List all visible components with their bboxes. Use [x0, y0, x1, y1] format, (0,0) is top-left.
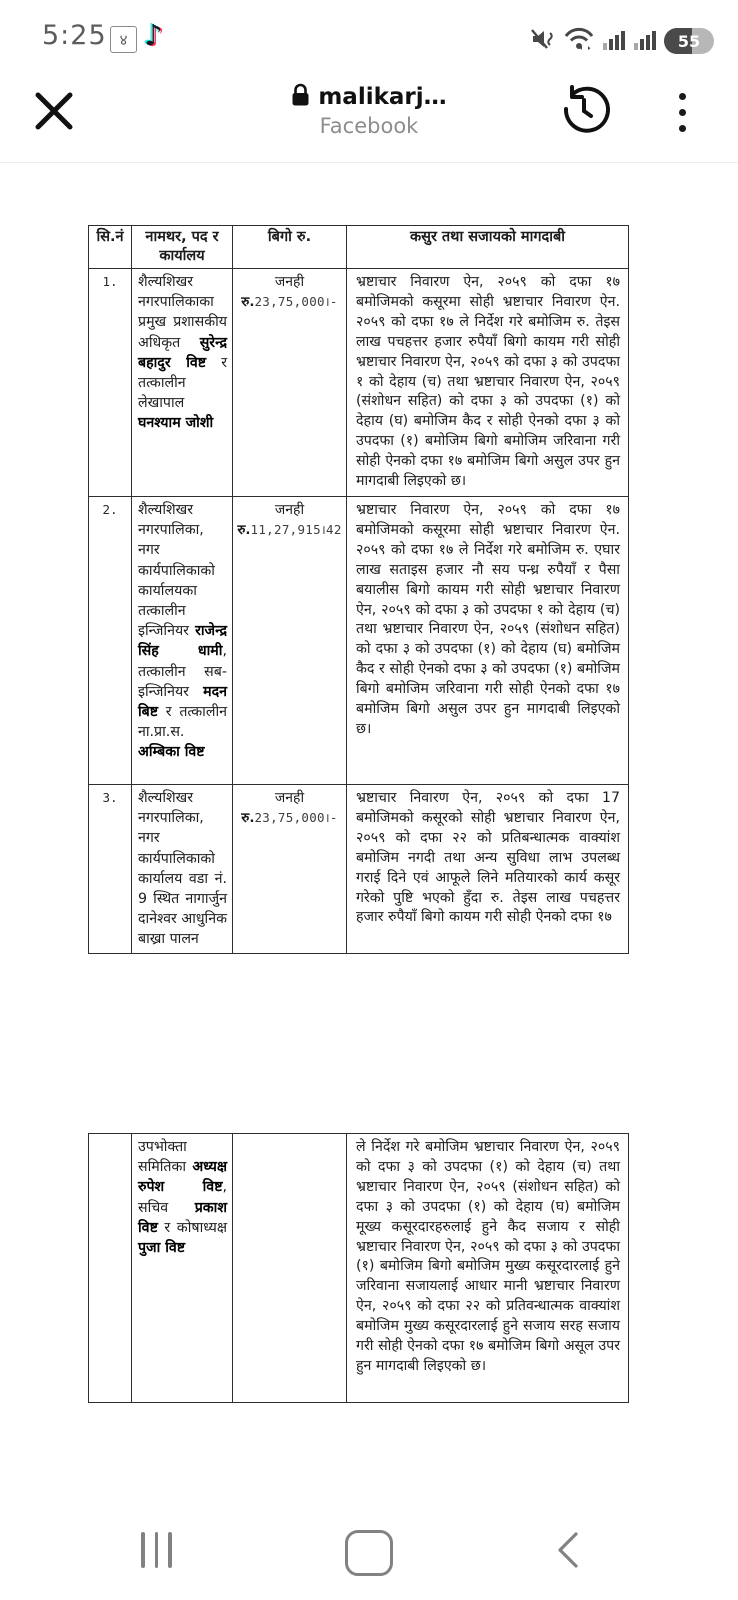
recents-button[interactable] [141, 1532, 185, 1568]
signal-icon [633, 27, 657, 55]
table-row [89, 1134, 629, 1403]
name-post-office-cell: शैल्यशिखर नगरपालिका, नगर कार्यपालिकाको कार्यालयका तत्कालीन इन्जिनियर राजेन्द्र सिंह धामी, तत्कालीन सब-इन्जिनियर मदन बिष्ट र तत्कालीन ना.प्रा.स. अम्बिका विष्ट [132, 496, 233, 784]
charge-demand-cell: भ्रष्टाचार निवारण ऐन, २०५९ को दफा 17 बमोजिमको कसूरको सोही भ्रष्टाचार निवारण ऐन, २०५९ को दफा २२ को प्रतिबन्धात्मक वाक्यांश बमोजिम नगदी तथा अन्य सुविधा लाभ उपलब्ध गराई दिने एवं आफूले लिने मतियारको कार्य कसूर गरेको पुष्टि भएको हुँदा रु. तेइस लाख पचहत्तर हजार रुपैयाँ बिगो कायम गरी सोही ऐनको दफा १७ [347, 784, 629, 953]
serial-cell [89, 1134, 132, 1403]
table-header-row [89, 226, 629, 269]
name-post-office-cell: शैल्यशिखर नगरपालिकाका प्रमुख प्रशासकीय अधिकृत सुरेन्द्र बहादुर विष्ट र तत्कालीन लेखापाल घनश्याम जोशी [132, 269, 233, 497]
case-table-page-1 [88, 225, 629, 954]
dot [679, 125, 686, 132]
serial-cell: 3. [89, 784, 132, 953]
status-bar [0, 0, 738, 75]
page-title: malikarj… [318, 84, 447, 110]
amount-cell [233, 1134, 347, 1403]
name-post-office-cell: उपभोक्ता समितिका अध्यक्ष रुपेश विष्ट, सचिव प्रकाश विष्ट र कोषाध्यक्ष पुजा विष्ट [132, 1134, 233, 1403]
mute-vibrate-icon [530, 26, 556, 56]
charge-demand-cell: भ्रष्टाचार निवारण ऐन, २०५९ को दफा १७ बमोजिमको कसूरमा सोही भ्रष्टाचार निवारण ऐन. २०५९ को दफा १७ ले निर्देश गरे बमोजिम रु. एघार लाख सताइस हजार नौ सय पन्ध्र रुपैयाँ र पैसा बयालीस बिगो कायम गरी सोही भ्रष्टाचार निवारण ऐन, २०५९ को दफा ३ को उपदफा १ को देहाय (च) तथा भ्रष्टाचार निवारण ऐन, २०५९ (संशोधन सहित) को दफा ३ को उपदफा (१) को देहाय (घ) बमोजिम कैद र सोही ऐनको दफा ३ को उपदफा (१) बमोजिम बिगो बमोजिम जरिवाना गरी सोही ऐनको दफा १७ बमोजिम बिगो असुल उपर हुन मागदाबी लिइएको छ। [347, 496, 629, 784]
dot [679, 109, 686, 116]
charge-demand-cell: ले निर्देश गरे बमोजिम भ्रष्टाचार निवारण ऐन, २०५९ को दफा ३ को उपदफा (१) को देहाय (च) तथा भ्रष्टाचार निवारण ऐन, २०५९ (संशोधन सहित) को दफा ३ को उपदफा (१) को देहाय (घ) बमोजिम मूख्य कसूरदारहरुलाई हुने कैद सजाय र सोही भ्रष्टाचार निवारण ऐन, २०५९ को दफा ३ को उपदफा (१) बमोजिम बिगो बमोजिम मुख्य कसूरदारलाई हुने जरिवाना सजायलाई आधार मानी भ्रष्टाचार निवारण ऐन, २०५९ को दफा २२ को प्रतिवन्धात्मक वाक्यांश बमोजिम मुख्य कसूरदारलाई हुने सजाय सरह सजाय गरी सोही ऐनको दफा १७ बमोजिम बिगो असूल उपर हुन मागदाबी लिइएको छ। [347, 1134, 629, 1403]
column-header: सि.नं [89, 226, 132, 269]
signal-icon [602, 27, 626, 55]
charge-demand-cell: भ्रष्टाचार निवारण ऐन, २०५९ को दफा १७ बमोजिमको कसूरमा सोही भ्रष्टाचार निवारण ऐन. २०५९ को दफा १७ ले निर्देश गरे बमोजिम रु. तेइस लाख पचहत्तर हजार रुपैयाँ बिगो कायम गरी सोही भ्रष्टाचार निवारण ऐन, २०५९ को दफा ३ को उपदफा १ को देहाय (च) तथा भ्रष्टाचार निवारण ऐन, २०५९ (संशोधन सहित) को दफा ३ को उपदफा (१) को देहाय (घ) बमोजिम कैद र सोही ऐनको दफा ३ को उपदफा (१) बमोजिम बिगो बमोजिम जरिवाना गरी सोही ऐनको दफा १७ बमोजिम बिगो असुल उपर हुन मागदाबी लिइएको छ। [347, 269, 629, 497]
history-button[interactable] [558, 83, 610, 135]
home-button[interactable] [345, 1530, 393, 1576]
wifi-icon [563, 26, 595, 56]
story-header [0, 75, 738, 161]
page-subtitle: Facebook [319, 114, 419, 138]
case-table-page-2 [88, 1133, 629, 1403]
table-row [89, 496, 629, 784]
title-block[interactable] [0, 83, 738, 138]
name-post-office-cell: शैल्यशिखर नगरपालिका, नगर कार्यपालिकाको कार्यालय वडा नं. 9 स्थित नागार्जुन दानेश्वर आधुनिक बाख्रा पालन [132, 784, 233, 953]
amount-cell: जनही रु.11,27,915।42 [233, 496, 347, 784]
column-header: बिगो रु. [233, 226, 347, 269]
amount-cell: जनही रु.23,75,000।- [233, 269, 347, 497]
serial-cell: 1. [89, 269, 132, 497]
lock-icon [291, 83, 310, 111]
notification-badge-icon: ४ [110, 26, 137, 53]
clock-time: 5:25 [42, 20, 107, 51]
document-viewport[interactable] [0, 163, 738, 1483]
more-options-button[interactable] [668, 89, 696, 135]
navigation-bar [0, 1500, 738, 1600]
battery-indicator [664, 28, 714, 54]
table-row [89, 269, 629, 497]
table-row [89, 784, 629, 953]
dot [679, 93, 686, 100]
column-header: कसुर तथा सजायको मागदाबी [347, 226, 629, 269]
back-button[interactable] [552, 1530, 586, 1570]
amount-cell: जनही रु.23,75,000।- [233, 784, 347, 953]
column-header: नामथर, पद र कार्यालय [132, 226, 233, 269]
tiktok-icon: ♪ [144, 18, 163, 52]
serial-cell: 2. [89, 496, 132, 784]
battery-percent-label: 55 [677, 31, 701, 51]
